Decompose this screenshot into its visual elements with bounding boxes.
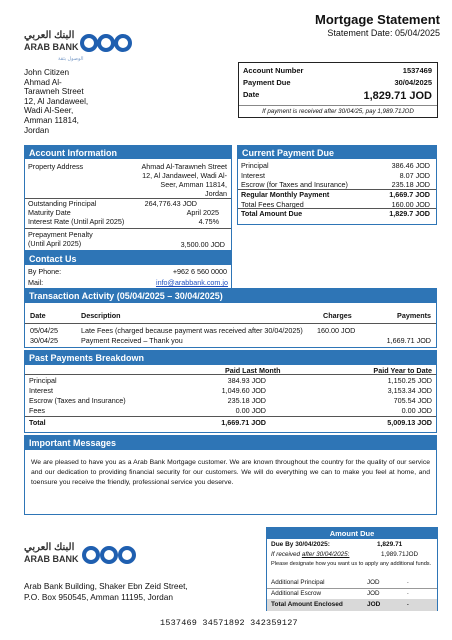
row-value: 264,776.43 JOD: [144, 199, 197, 208]
penalty-label-2: (Until April 2025): [28, 239, 82, 248]
late-label-date: after 30/04/2025:: [301, 551, 350, 558]
divider: [267, 588, 437, 589]
coupon-due-value: 1,829.71: [377, 541, 403, 548]
col-charges: Charges: [323, 311, 352, 320]
divider: [25, 416, 436, 417]
col-paid-last-month: Paid Last Month: [225, 366, 281, 375]
row-label: Total Amount Due: [241, 209, 303, 218]
account-number-label: Account Number: [243, 66, 304, 75]
total-enclosed-row: [267, 599, 437, 611]
contact-header: Contact Us: [25, 252, 231, 265]
pp-total-year: 5,009.13 JOD: [387, 418, 432, 427]
summary-box: [238, 62, 438, 118]
txn-description: Payment Received – Thank you: [81, 336, 183, 345]
property-line: Seer, Amman 11814,: [160, 180, 227, 189]
penalty-label-1: Prepayment Penalty: [28, 230, 93, 239]
coupon-due-label: Due By 30/04/2025:: [271, 541, 330, 548]
account-info-header: Account Information: [25, 146, 231, 159]
col-description: Description: [81, 311, 121, 320]
additional-escrow-input[interactable]: .: [407, 589, 409, 596]
row-label: Regular Monthly Payment: [241, 190, 330, 199]
pp-year: 3,153.34 JOD: [387, 386, 432, 395]
amount-due: 1,829.71 JOD: [363, 90, 432, 102]
row-label: Outstanding Principal: [28, 199, 97, 208]
txn-description: Late Fees (charged because payment was received after 30/04/2025): [81, 326, 303, 335]
pp-year: 705.54 JOD: [393, 396, 432, 405]
additional-principal-input[interactable]: .: [407, 578, 409, 585]
pp-year: 1,150.25 JOD: [387, 376, 432, 385]
additional-principal-unit: JOD: [367, 579, 380, 586]
divider: [238, 208, 436, 209]
coupon-late-value: 1,989.71JOD: [381, 551, 419, 558]
pp-label: Interest: [29, 386, 53, 395]
current-payment-panel: [237, 145, 437, 225]
row-value: 1,669.7 JOD: [389, 190, 430, 199]
row-value: 386.46 JOD: [391, 161, 430, 170]
txn-payments: 1,669.71 JOD: [386, 336, 431, 345]
pp-total-label: Total: [29, 418, 46, 427]
payment-rows: [241, 161, 430, 225]
arabic-bank-name: البنك العربي: [24, 30, 75, 41]
txn-date: 30/04/25: [30, 336, 58, 345]
col-date: Date: [30, 311, 46, 320]
additional-escrow-label: Additional Escrow: [271, 590, 322, 597]
arabic-bank-name: البنك العربي: [24, 542, 75, 553]
amount-due-coupon: [266, 527, 438, 611]
row-value: 4.75%: [198, 217, 219, 226]
coupon-late-label: [271, 551, 349, 558]
regular-payment-row: [241, 190, 430, 199]
late-payment-note: If payment is received after 30/04/25, pay 1,989.71JOD: [239, 105, 437, 115]
past-payments-header: Past Payments Breakdown: [25, 351, 436, 365]
row-value: 1,829.7 JOD: [389, 209, 430, 218]
property-line: Jordan: [205, 189, 227, 198]
property-line: 12, Al Jandaweel, Wadi Al-: [142, 171, 227, 180]
customer-line: 12, Al Jandaweel,: [24, 96, 89, 106]
bank-name: ARAB BANK: [24, 42, 79, 52]
messages-header: Important Messages: [25, 436, 436, 450]
divider: [25, 323, 436, 324]
property-address-label: Property Address: [28, 162, 84, 171]
pp-label: Escrow (Taxes and Insurance): [29, 396, 126, 405]
total-enclosed-label: Total Amount Enclosed: [271, 601, 343, 608]
penalty-value: 3,500.00 JOD: [180, 240, 225, 249]
account-row: [28, 208, 227, 217]
pp-last: 0.00 JOD: [235, 406, 266, 415]
bank-address-line-2: P.O. Box 950545, Amman 11195, Jordan: [24, 592, 173, 602]
customer-line: John Citizen: [24, 68, 70, 77]
row-label: Interest Rate (Until April 2025): [28, 217, 125, 226]
payment-row: [241, 180, 430, 189]
customer-line: Wadi Al-Seer,: [24, 106, 74, 116]
payment-row: [241, 171, 430, 180]
pp-label: Principal: [29, 376, 57, 385]
payment-due-date: 30/04/2025: [394, 78, 432, 87]
phone-number: +962 6 560 0000: [172, 267, 227, 276]
contact-panel: [24, 251, 232, 289]
total-enclosed-input[interactable]: .: [407, 600, 409, 607]
current-payment-header: Current Payment Due: [238, 146, 436, 159]
property-address: [117, 162, 227, 198]
row-value: 235.18 JOD: [391, 180, 430, 189]
messages-body: We are pleased to have you as a Arab Bank Mortgage customer. We are known throughout the country for the quality of our service and our dedication to providing financial security for our customers. We will do everything we can to make you feel at home, and toensure you receive the friendly, professional service you deserve.: [31, 459, 430, 486]
bank-address-line-1: Arab Bank Building, Shaker Ebn Zeid Street,: [24, 581, 188, 591]
property-line: Ahmad Al-Tarawneh Street: [141, 162, 227, 171]
account-info-panel: [24, 145, 232, 251]
customer-line: Tarawneh Street: [24, 87, 84, 97]
pp-year: 0.00 JOD: [401, 406, 432, 415]
statement-date: Statement Date: 05/04/2025: [327, 28, 440, 38]
row-value: 8.07 JOD: [399, 170, 430, 180]
mail-label: Mail:: [28, 278, 44, 287]
additional-principal-label: Additional Principal: [271, 579, 325, 586]
customer-address: [24, 68, 88, 135]
messages-panel: [24, 435, 437, 515]
divider: [25, 374, 436, 375]
bank-tagline: الوصول بثقة: [58, 56, 84, 62]
customer-line: Jordan: [24, 125, 50, 135]
date-label: Date: [243, 90, 260, 99]
logo-rings-icon: [82, 542, 138, 568]
payment-row: [241, 161, 430, 170]
late-label-pre: If received: [271, 551, 302, 558]
txn-charges: 160.00 JOD: [317, 326, 356, 335]
divider: [25, 228, 231, 229]
additional-escrow-unit: JOD: [367, 590, 380, 597]
bank-name: ARAB BANK: [24, 554, 79, 564]
pp-last: 1,049.60 JOD: [221, 386, 266, 395]
account-row: [28, 217, 227, 226]
total-enclosed-unit: JOD: [367, 601, 381, 608]
col-paid-year-to-date: Paid Year to Date: [373, 366, 432, 375]
customer-line: Amman 11814,: [24, 115, 79, 125]
payment-due-label: Payment Due: [243, 78, 291, 87]
pp-last: 384.93 JOD: [227, 376, 266, 385]
row-value: 160.00 JOD: [391, 199, 430, 209]
row-label: Escrow (for Taxes and Insurance): [241, 180, 348, 189]
coupon-instruction: Please designate how you want us to apply any additional funds.: [271, 561, 432, 567]
total-due-row: [241, 209, 430, 218]
account-row: [28, 199, 227, 208]
bank-logo-bottom: [22, 540, 140, 574]
divider: [238, 189, 436, 190]
account-number: 1537469: [402, 66, 432, 75]
row-label: Interest: [241, 170, 265, 180]
customer-line: Ahmad Al-: [24, 77, 62, 87]
logo-rings-icon: [80, 30, 134, 56]
email-link[interactable]: info@arabbank.com.jo: [155, 278, 228, 287]
row-value: April 2025: [186, 208, 219, 217]
pp-total-last: 1,669.71 JOD: [221, 418, 266, 427]
bank-logo-top: [22, 30, 134, 68]
row-label: Principal: [241, 161, 269, 170]
col-payments: Payments: [397, 311, 431, 320]
micr-line: 1537469 34571892 342359127: [160, 618, 298, 628]
pp-label: Fees: [29, 406, 45, 415]
row-label: Maturity Date: [28, 208, 71, 217]
txn-date: 05/04/25: [30, 326, 58, 335]
statement-title: Mortgage Statement: [315, 12, 440, 27]
phone-label: By Phone:: [28, 267, 62, 276]
row-label: Total Fees Charged: [241, 199, 304, 209]
transactions-panel: [24, 288, 437, 348]
coupon-header: Amount Due: [267, 528, 437, 539]
transactions-header: Transaction Activity (05/04/2025 – 30/04/2025): [25, 289, 436, 303]
account-rows: [28, 199, 227, 227]
pp-last: 235.18 JOD: [227, 396, 266, 405]
past-payments-panel: [24, 350, 437, 433]
